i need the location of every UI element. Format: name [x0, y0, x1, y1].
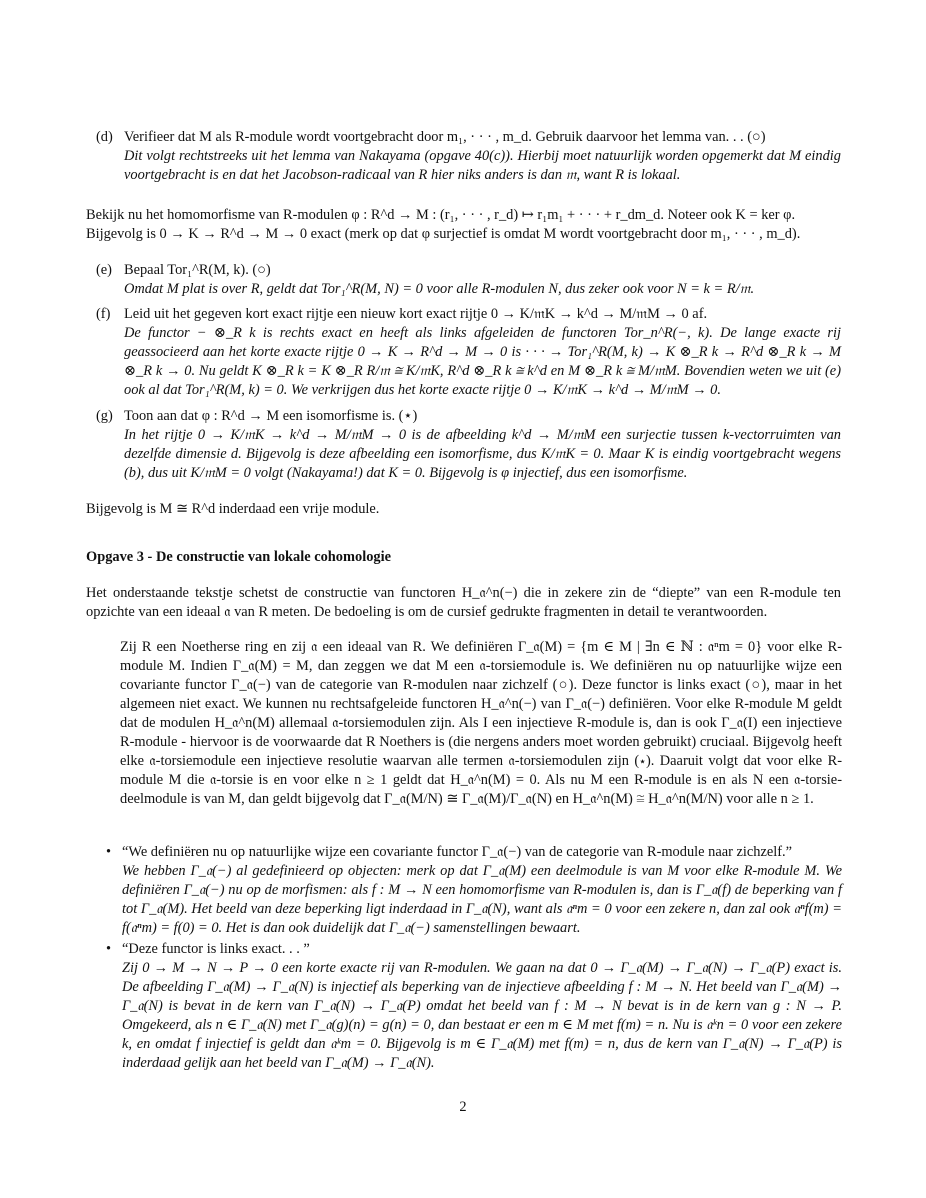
conclusion-text: Bijgevolg is M ≅ R^d inderdaad een vrije module.	[86, 501, 380, 517]
heading-text: Opgave 3 - De constructie van lokale cohomologie	[86, 549, 391, 565]
bullet-item-2	[106, 940, 842, 1073]
item-label: (g)	[96, 408, 113, 424]
quote-text: Zij R een Noetherse ring en zij 𝔞 een ideaal van R. We definiëren Γ_𝔞(M) = {m ∈ M | ∃n ∈ ℕ : 𝔞ⁿm = 0} voor elke R-module M. Indien Γ_𝔞(M) = M, dan zeggen we dat M een 𝔞-torsiemodule is. We definiëren nu op natuurlijke wijze een covariante functor Γ_𝔞(−) van de categorie van R-modulen naar zichzelf (○). Deze functor is links exact (○), maar in het algemeen niet exact. We kunnen nu rechtsafgeleide functoren H_𝔞^n(−) van Γ_𝔞(−) definiëren. Voor elke R-module M geldt dat de modulen H_𝔞^n(M) allemaal 𝔞-torsiemodulen zijn. Als I een injectieve R-module is, dan is ook Γ_𝔞(I) een injectieve R-module - hiervoor is de voorwaarde dat R Noethers is (die nergens anders moet worden gebruikt) cruciaal. Bijgevolg heeft elke 𝔞-torsiemodule een injectieve resolutie waarvan alle termen 𝔞-torsiemodulen zijn (⋆). Daaruit volgt dat voor elke R-module M die 𝔞-torsie is en voor elke n ≥ 1 geldt dat H_𝔞^n(M) = 0. Als nu M een R-module is en als N een 𝔞-torsie-deelmodule is van M, dan geldt bijgevolg dat Γ_𝔞(M/N) ≅ Γ_𝔞(M)/Γ_𝔞(N) en H_𝔞^n(M) ≅ H_𝔞^n(M/N) voor alle n ≥ 1.	[120, 639, 842, 807]
question-text: Toon aan dat φ : R^d → M een isomorfisme is. (⋆)	[124, 408, 418, 424]
answer-text: Omdat M plat is over R, geldt dat Tor₁^R(M, N) = 0 voor alle R-modulen N, dus zeker ook voor N = k = R/𝔪.	[124, 281, 755, 297]
item-d	[96, 128, 841, 185]
item-label: (e)	[96, 262, 112, 278]
answer-text: In het rijtje 0 → K/𝔪K → k^d → M/𝔪M → 0 is de afbeelding k^d → M/𝔪M een surjectie tussen k-vectorruimten van dezelfde dimensie d. Bijgevolg is deze afbeelding een isomorfisme, dus K/𝔪K = 0. Maar K is eindig voortgebracht wegens (b), dus uit K/𝔪M = 0 volgt (Nakayama!) dat K = 0. Bijgevolg is φ injectief, dus een isomorfisme.	[124, 427, 841, 481]
bullet-item-1	[106, 843, 842, 938]
bullet-icon: •	[106, 941, 112, 957]
intro-paragraph	[86, 206, 841, 244]
bullet-icon: •	[106, 844, 112, 860]
item-e	[96, 261, 841, 299]
intro-text: Het onderstaande tekstje schetst de constructie van functoren H_𝔞^n(−) die in zekere zin de “diepte” van een R-module ten opzichte van een ideaal 𝔞 van R meten. De bedoeling is om de cursief gedrukte fragmenten in detail te verantwoorden.	[86, 585, 841, 620]
intro-line: Bijgevolg is 0 → K → R^d → M → 0 exact (merk op dat φ surjectief is omdat M wordt voortgebracht door m₁, · · · , m_d).	[86, 226, 801, 242]
question-text: Leid uit het gegeven kort exact rijtje een nieuw kort exact rijtje 0 → K/𝔪K → k^d → M/𝔪M → 0 af.	[124, 306, 708, 322]
bullet-quote: “We definiëren nu op natuurlijke wijze een covariante functor Γ_𝔞(−) van de categorie van R-module naar zichzelf.”	[122, 844, 793, 860]
item-label: (f)	[96, 306, 111, 322]
bullet-quote: “Deze functor is links exact. . . ”	[122, 941, 310, 957]
answer-text: De functor − ⊗_R k is rechts exact en heeft als links afgeleiden de functoren Tor_n^R(−, k). De lange exacte rij geassocieerd aan het korte exacte rijtje 0 → K → R^d → M → 0 is · · · → Tor₁^R(M, k) → K ⊗_R k → R^d ⊗_R k → M ⊗_R k → 0. Nu geldt K ⊗_R k = K ⊗_R R/𝔪 ≅ K/𝔪K, R^d ⊗_R k ≅ k^d en M ⊗_R k ≅ M/𝔪M. Bovendien weten we uit (e) ook al dat Tor₁^R(M, k) = 0. We verkrijgen dus het korte exacte rijtje 0 → K/𝔪K → k^d → M/𝔪M → 0.	[124, 325, 841, 398]
answer-text: Dit volgt rechtstreeks uit het lemma van Nakayama (opgave 40(c)). Hierbij moet natuurlijk worden opgemerkt dat M eindig voortgebracht is en dat het Jacobson-radicaal van R hier niks anders is dan 𝔪, want R is lokaal.	[124, 148, 841, 183]
page-number: 2	[459, 1099, 467, 1115]
question-text: Verifieer dat M als R-module wordt voortgebracht door m₁, · · · , m_d. Gebruik daarvoor het lemma van. . . (○)	[124, 129, 766, 145]
intro-line: Bekijk nu het homomorfisme van R-modulen φ : R^d → M : (r₁, · · · , r_d) ↦ r₁m₁ + · · · + r_dm_d. Noteer ook K = ker φ.	[86, 207, 796, 223]
quoted-text-block	[120, 638, 842, 809]
item-f	[96, 305, 841, 400]
bullet-answer: Zij 0 → M → N → P → 0 een korte exacte rij van R-modulen. We gaan na dat 0 → Γ_𝔞(M) → Γ_𝔞(N) → Γ_𝔞(P) exact is. De afbeelding Γ_𝔞(M) → Γ_𝔞(N) is injectief als beperking van de injectieve afbeelding f : M → N. Het beeld van Γ_𝔞(M) → Γ_𝔞(N) is bevat in de kern van Γ_𝔞(N) → Γ_𝔞(P) omdat het beeld van f : M → N bevat is in de kern van g : N → P. Omgekeerd, als n ∈ Γ_𝔞(N) met Γ_𝔞(g)(n) = g(n) = 0, dan bestaat er een m ∈ M met f(m) = n. Nu is 𝔞ᵏn = 0 voor een zekere k, en omdat f injectief is geldt dan 𝔞ᵏm = 0. Bijgevolg is m ∈ Γ_𝔞(M) met f(m) = n, dus de kern van Γ_𝔞(N) → Γ_𝔞(P) is inderdaad gelijk aan het beeld van Γ_𝔞(M) → Γ_𝔞(N).	[122, 960, 842, 1071]
question-text: Bepaal Tor₁^R(M, k). (○)	[124, 262, 271, 278]
item-label: (d)	[96, 129, 113, 145]
conclusion	[86, 500, 841, 519]
exercise3-intro	[86, 584, 841, 622]
bullet-answer: We hebben Γ_𝔞(−) al gedefinieerd op objecten: merk op dat Γ_𝔞(M) een deelmodule is van M voor elke R-module M. We definiëren Γ_𝔞(−) nu op de morfismen: als f : M → N een homomorfisme van R-modulen is, dan is Γ_𝔞(f) de beperking van f tot Γ_𝔞(M). Het beeld van deze beperking ligt inderdaad in Γ_𝔞(N), want als 𝔞ⁿm = 0 voor een zekere n, dan zal ook 𝔞ⁿf(m) = f(𝔞ⁿm) = f(0) = 0. Het is dan ook duidelijk dat Γ_𝔞(−) samenstellingen bewaart.	[122, 863, 842, 936]
section-heading	[86, 548, 841, 567]
item-g	[96, 407, 841, 483]
